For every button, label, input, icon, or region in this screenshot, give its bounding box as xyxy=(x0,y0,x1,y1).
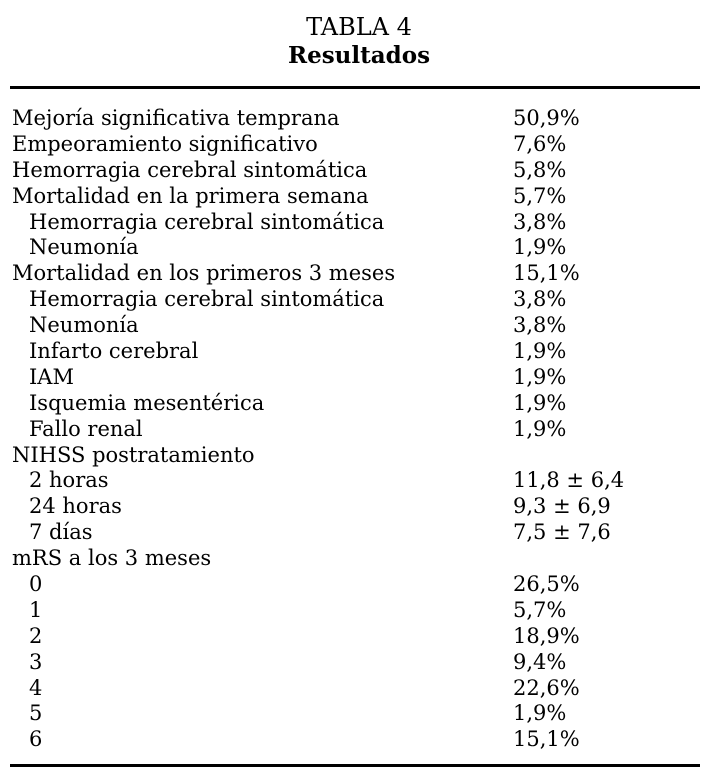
table-row xyxy=(12,417,702,443)
results-table xyxy=(12,106,702,753)
table-row xyxy=(12,235,702,261)
row-label: 7 días xyxy=(29,520,93,545)
row-value: 3,8% xyxy=(513,287,567,312)
row-value: 7,6% xyxy=(513,131,567,156)
row-label: Hemorragia cerebral sintomática xyxy=(29,287,385,312)
row-label: Neumonía xyxy=(29,313,139,338)
row-value: 11,8 ± 6,4 xyxy=(513,468,625,493)
table-row xyxy=(12,184,702,210)
table-row xyxy=(12,158,702,184)
table-row xyxy=(12,727,702,753)
table-row xyxy=(12,339,702,365)
row-label: 6 xyxy=(29,727,43,752)
row-value: 1,9% xyxy=(513,701,567,726)
bottom-rule xyxy=(10,764,700,767)
row-value: 18,9% xyxy=(513,623,580,648)
table-row xyxy=(12,443,702,469)
row-label: IAM xyxy=(29,364,74,389)
row-label: 24 horas xyxy=(29,494,122,519)
table-row xyxy=(12,494,702,520)
row-label: 2 horas xyxy=(29,468,109,493)
row-label: 2 xyxy=(29,623,43,648)
table-row xyxy=(12,468,702,494)
table-row xyxy=(12,391,702,417)
row-label: 1 xyxy=(29,597,43,622)
table-number: TABLA 4 xyxy=(306,13,412,41)
row-label: 0 xyxy=(29,572,43,597)
table-row xyxy=(12,365,702,391)
row-label: Mortalidad en la primera semana xyxy=(12,183,369,208)
row-label: NIHSS postratamiento xyxy=(12,442,255,467)
row-label: Infarto cerebral xyxy=(29,339,199,364)
row-label: mRS a los 3 meses xyxy=(12,546,212,571)
row-value: 1,9% xyxy=(513,416,567,441)
table-row xyxy=(12,132,702,158)
row-value: 1,9% xyxy=(513,339,567,364)
row-value: 15,1% xyxy=(513,727,580,752)
row-label: Isquemia mesentérica xyxy=(29,390,265,415)
top-rule xyxy=(10,86,700,89)
table-row xyxy=(12,676,702,702)
table-row xyxy=(12,546,702,572)
table-row xyxy=(12,210,702,236)
row-label: Neumonía xyxy=(29,235,139,260)
row-value: 5,7% xyxy=(513,597,567,622)
row-value: 3,8% xyxy=(513,209,567,234)
row-value: 26,5% xyxy=(513,572,580,597)
table-row xyxy=(12,598,702,624)
table-row xyxy=(12,572,702,598)
row-value: 1,9% xyxy=(513,235,567,260)
table-row xyxy=(12,520,702,546)
row-value: 5,7% xyxy=(513,183,567,208)
row-label: 5 xyxy=(29,701,43,726)
row-label: 4 xyxy=(29,675,43,700)
row-label: Hemorragia cerebral sintomática xyxy=(29,209,385,234)
row-value: 9,3 ± 6,9 xyxy=(513,494,611,519)
row-label: Hemorragia cerebral sintomática xyxy=(12,157,368,182)
row-value: 5,8% xyxy=(513,157,567,182)
row-value: 9,4% xyxy=(513,649,567,674)
row-label: 3 xyxy=(29,649,43,674)
row-label: Mejoría significativa temprana xyxy=(12,106,340,130)
table-row xyxy=(12,261,702,287)
row-label: Fallo renal xyxy=(29,416,143,441)
table-row xyxy=(12,650,702,676)
table-row xyxy=(12,106,702,132)
row-value: 1,9% xyxy=(513,390,567,415)
row-value: 15,1% xyxy=(513,261,580,286)
row-value: 22,6% xyxy=(513,675,580,700)
row-value: 1,9% xyxy=(513,364,567,389)
row-value: 3,8% xyxy=(513,313,567,338)
row-label: Mortalidad en los primeros 3 meses xyxy=(12,261,396,286)
row-value: 7,5 ± 7,6 xyxy=(513,520,611,545)
table-row xyxy=(12,624,702,650)
row-label: Empeoramiento significativo xyxy=(12,131,318,156)
row-value: 50,9% xyxy=(513,106,580,130)
table-title: Resultados xyxy=(287,42,431,69)
table-row xyxy=(12,701,702,727)
table-row xyxy=(12,287,702,313)
table-row xyxy=(12,313,702,339)
